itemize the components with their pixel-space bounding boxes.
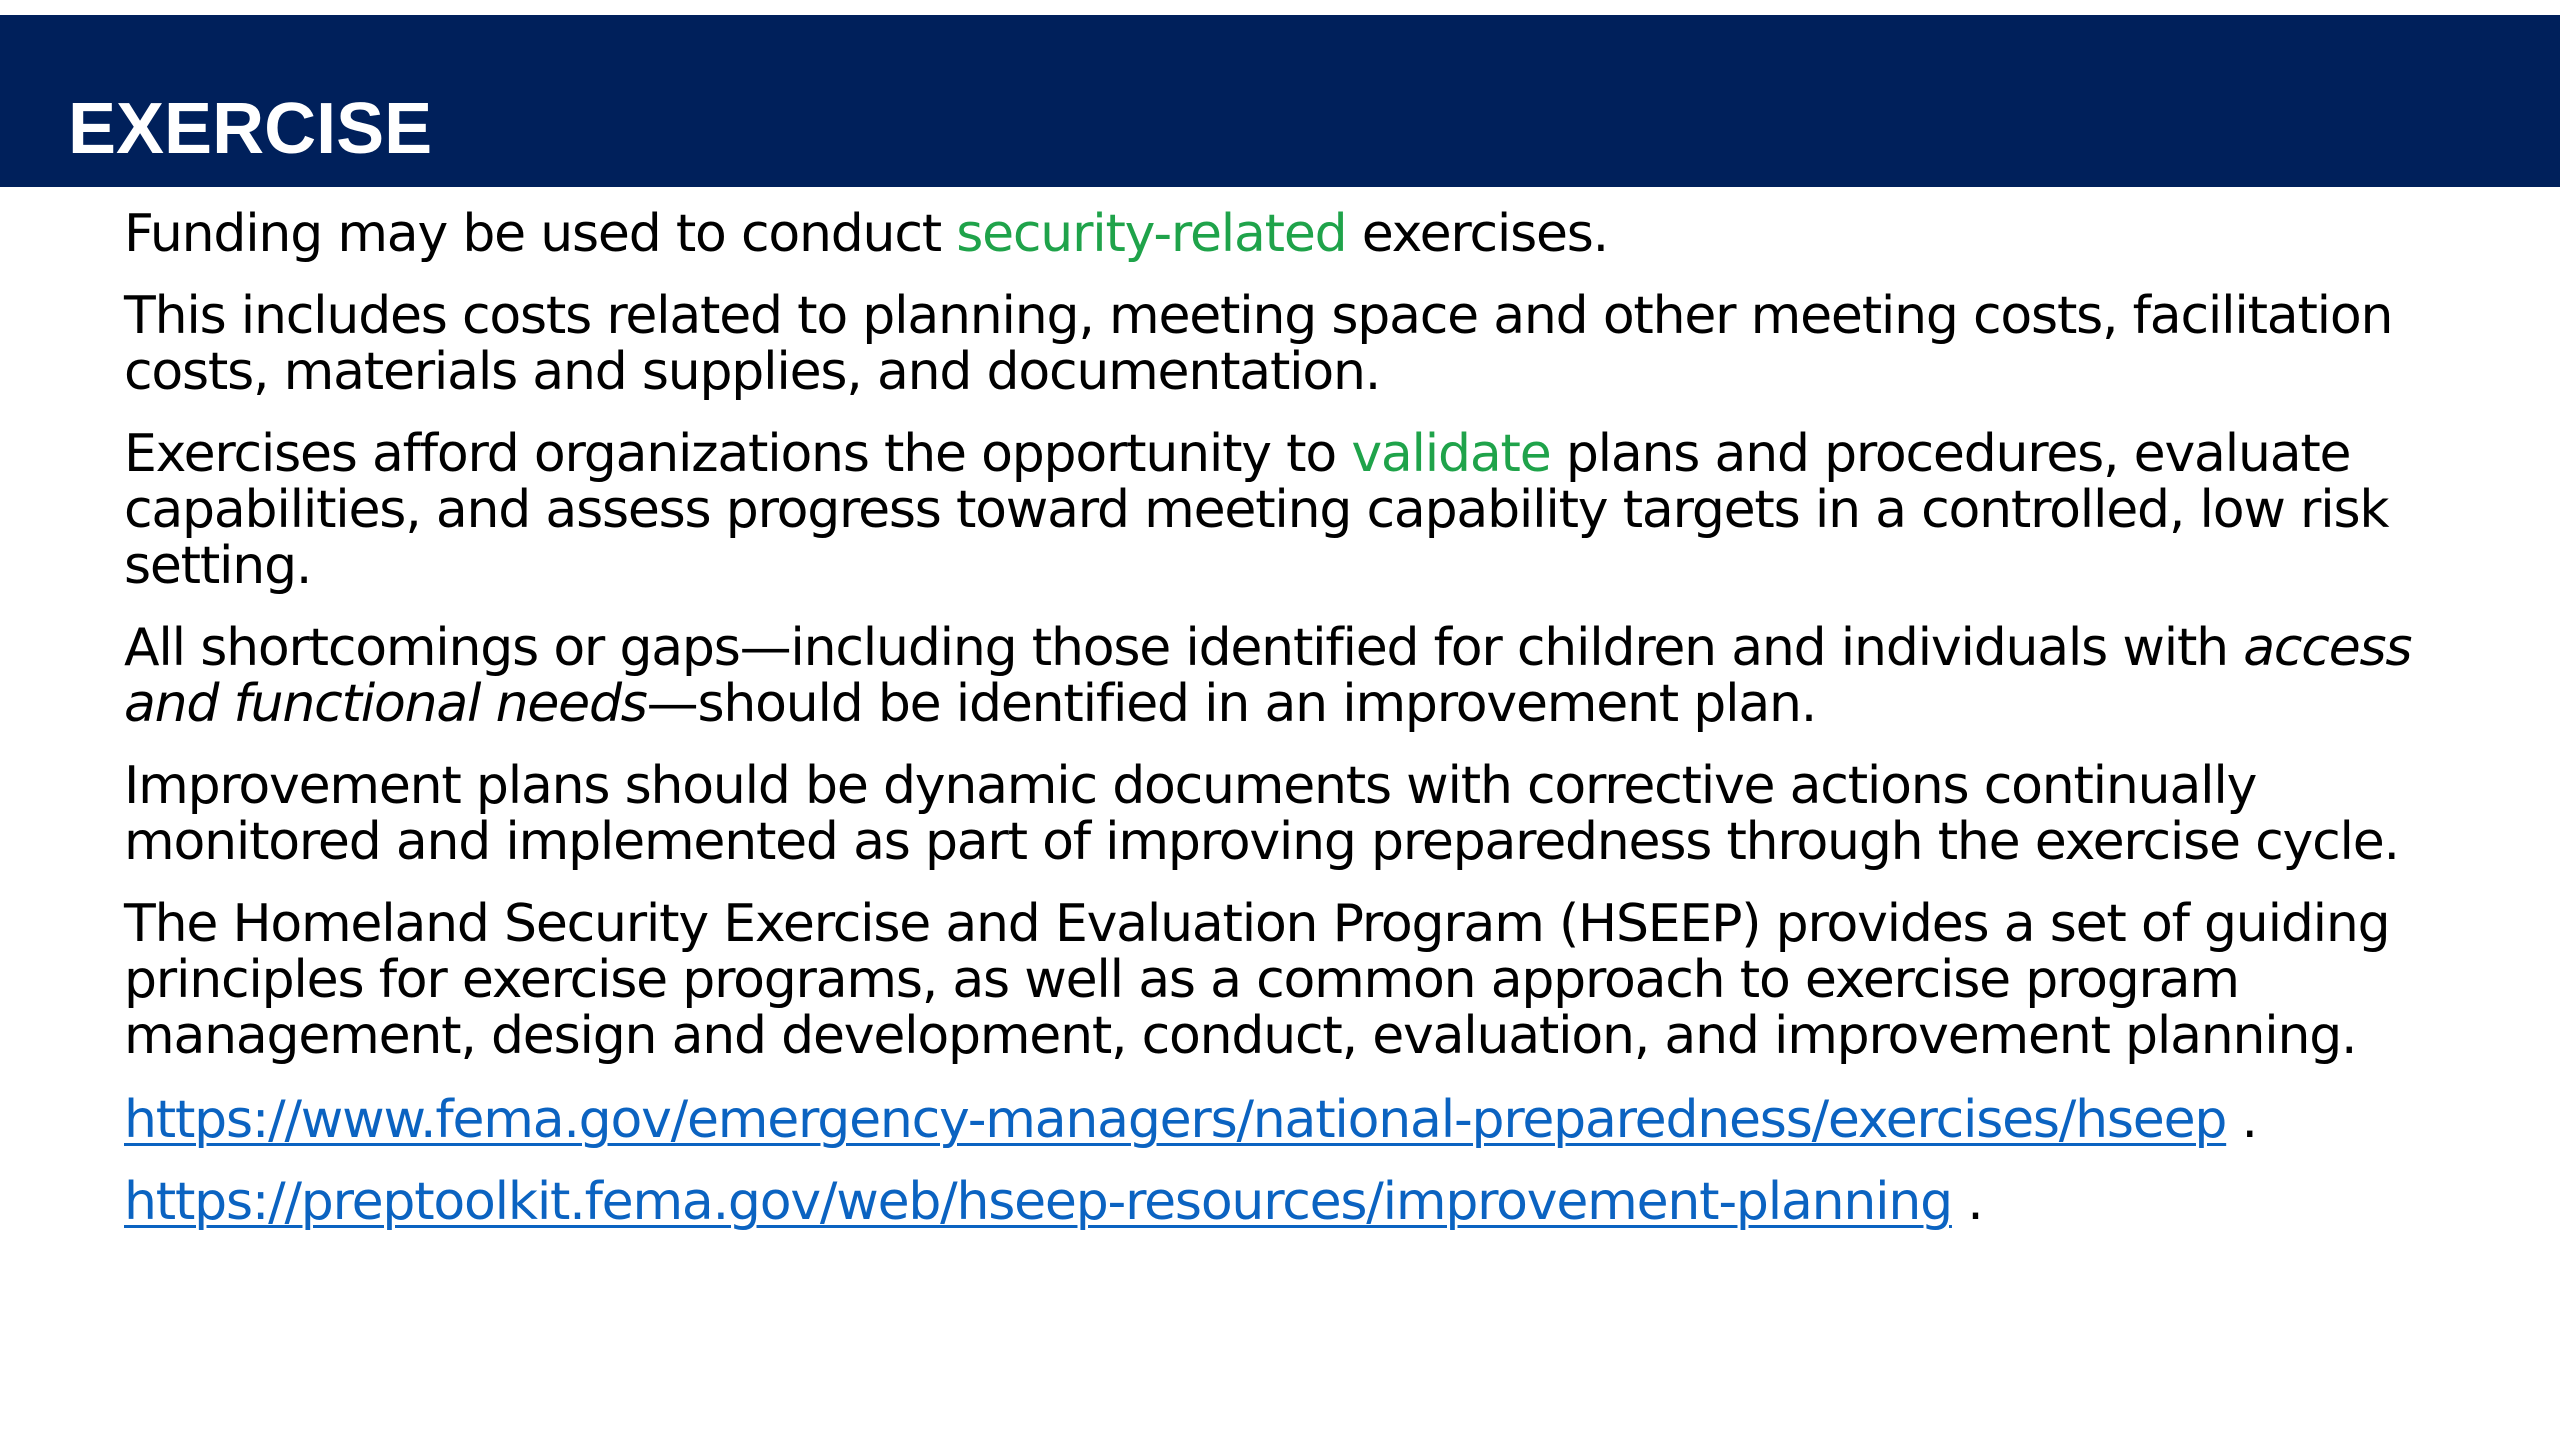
paragraph-shortcomings-text: All shortcomings or gaps—including those identified for children and individuals with [124,618,2244,678]
paragraph-validate-text: Exercises afford organizations the opportunity to [124,424,1352,484]
paragraph-funding-text: Funding may be used to conduct [124,204,957,264]
link-row-improvement [124,1174,2454,1230]
link-improvement-suffix: . [1951,1172,1983,1232]
link-row-hseep [124,1092,2454,1148]
paragraph-funding [124,206,2454,262]
highlight-validate: validate [1351,424,1551,484]
paragraph-hseep: The Homeland Security Exercise and Evaluation Program (HSEEP) provides a set of guiding principles for exercise programs, as well as a common approach to exercise program management, design and development, conduct, evaluation, and improvement planning. [124,894,2390,1066]
slide-content [124,206,2454,1256]
paragraph-improvement-plans: Improvement plans should be dynamic documents with corrective actions continually monitored and implemented as part of improving preparedness through the exercise cycle. [124,756,2399,872]
italic-access-needs: access and functional needs [124,618,2412,734]
link-hseep[interactable]: https://www.fema.gov/emergency-managers/national-preparedness/exercises/hseep [124,1090,2227,1150]
paragraph-validate [124,426,2454,594]
paragraph-shortcomings [124,620,2454,732]
page-title: EXERCISE [68,89,433,169]
link-hseep-suffix: . [2226,1090,2257,1150]
header-bar [0,15,2560,187]
paragraph-costs: This includes costs related to planning, meeting space and other meeting costs, facilitation costs, materials and supplies, and documentation. [124,286,2393,402]
paragraph-shortcomings-text-end: —should be identified in an improvement plan. [646,674,1817,734]
paragraph-validate-text-end: plans and procedures, evaluate capabilities, and assess progress toward meeting capability targets in a controlled, low risk setting. [124,424,2389,596]
highlight-security-related: security-related [956,204,1347,264]
paragraph-funding-text-end: exercises. [1346,204,1608,264]
link-improvement-planning[interactable]: https://preptoolkit.fema.gov/web/hseep-resources/improvement-planning [124,1172,1952,1232]
